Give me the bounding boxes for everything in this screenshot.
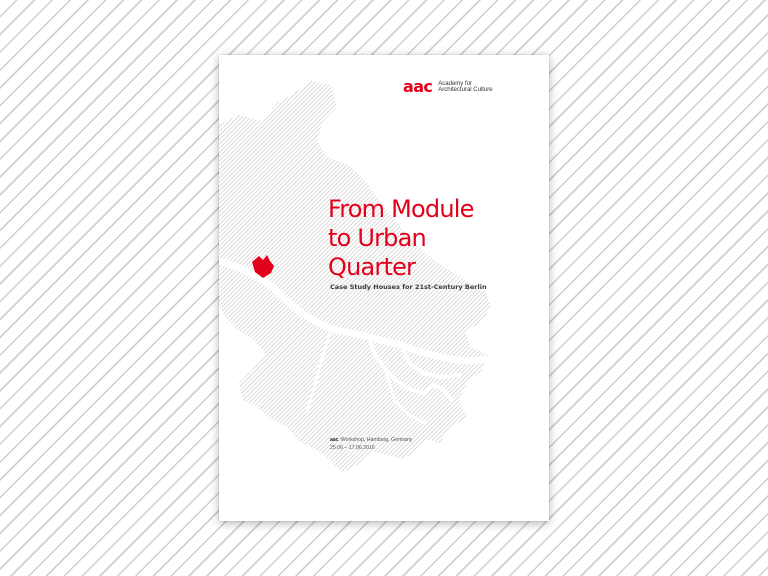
cover-subtitle: Case Study Houses for 21st-Century Berlin — [330, 283, 487, 291]
logo-wordmark — [438, 81, 492, 94]
title-line-3: Quarter — [328, 253, 416, 281]
title-line-2: to Urban — [328, 224, 426, 252]
cover-title — [328, 195, 474, 282]
footer-dates: 25.06 – 17.06.2016 — [330, 445, 375, 451]
footer-event: Workshop, Hamburg, Germany — [340, 437, 413, 443]
aac-logo — [403, 79, 493, 95]
logo-mark: aac — [403, 77, 433, 96]
footer-event-line — [330, 436, 412, 444]
book-cover — [219, 55, 549, 521]
title-line-1: From Module — [328, 195, 474, 223]
footer-brand: aac — [330, 437, 339, 443]
logo-name-line-1: Academy for — [438, 80, 472, 87]
logo-name-line-2: Architectural Culture — [438, 87, 493, 93]
cover-footer — [330, 436, 412, 452]
